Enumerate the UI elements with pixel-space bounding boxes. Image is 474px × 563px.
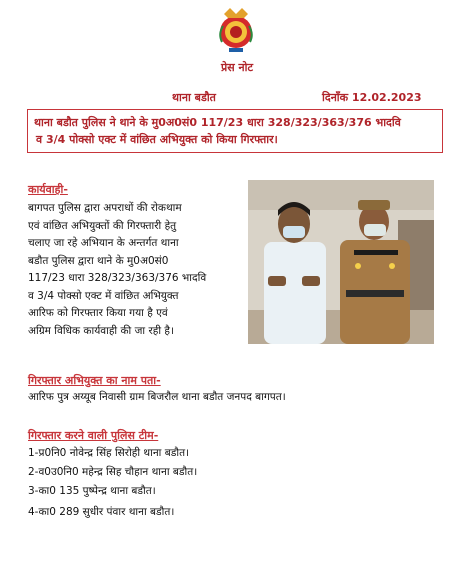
arrested-section-title: गिरफ्तार अभियुक्त का नाम पता- — [28, 374, 161, 387]
arrest-photo — [248, 180, 434, 344]
action-line: बडौत पुलिस द्वारा थाने के मु0अ0सं0 — [28, 254, 169, 267]
action-line: बागपत पुलिस द्वारा अपराधों की रोकथाम — [28, 202, 182, 214]
team-member: 3-का0 135 पुष्पेन्द्र थाना बडौत। — [28, 485, 156, 497]
action-line: अग्रिम विधिक कार्यवाही की जा रही है। — [28, 324, 174, 337]
action-line: आरिफ को गिरफ्तार किया गया है एवं — [28, 307, 168, 319]
headline-line-2: व 3/4 पोक्सो एक्ट में वांछित अभियुक्त को किया गिरफ्तार। — [36, 133, 278, 146]
action-paragraph — [28, 200, 233, 340]
action-line: 117/23 धारा 328/323/363/376 भादवि — [28, 272, 207, 284]
station-label: थाना बडौत — [172, 91, 216, 104]
team-member: 2-व0उ0नि0 महेन्द्र सिह चौहान थाना बडौत। — [28, 466, 198, 478]
action-line: चलाए जा रहे अभियान के अन्तर्गत थाना — [28, 237, 179, 249]
up-police-emblem-icon — [216, 4, 256, 58]
team-member: 4-का0 289 सुधीर पंवार थाना बडौत। — [28, 506, 175, 518]
team-section-title: गिरफ्तार करने वाली पुलिस टीम- — [28, 429, 159, 442]
team-member: 1-प्र0नि0 नोवेन्द्र सिंह सिरोही थाना बडौत। — [28, 447, 190, 459]
action-line: एवं वांछित अभियुक्तों की गिरफ्तारी हेतु — [28, 219, 177, 232]
headline-box — [27, 109, 443, 153]
date-label: दिनाँक 12.02.2023 — [322, 91, 422, 104]
arrested-details: आरिफ पुत्र अय्यूब निवासी ग्राम बिजरौल थाना बडौत जनपद बागपत। — [28, 391, 286, 403]
action-line: व 3/4 पोक्सो एक्ट में वांछित अभियुक्त — [28, 289, 179, 302]
press-note-label: प्रेस नोट — [220, 61, 254, 74]
headline-line-1: थाना बडौत पुलिस ने थाने के मु0अ0सं0 117/23 धारा 328/323/363/376 भादवि — [34, 116, 401, 129]
action-section-title: कार्यवाही- — [28, 183, 68, 196]
